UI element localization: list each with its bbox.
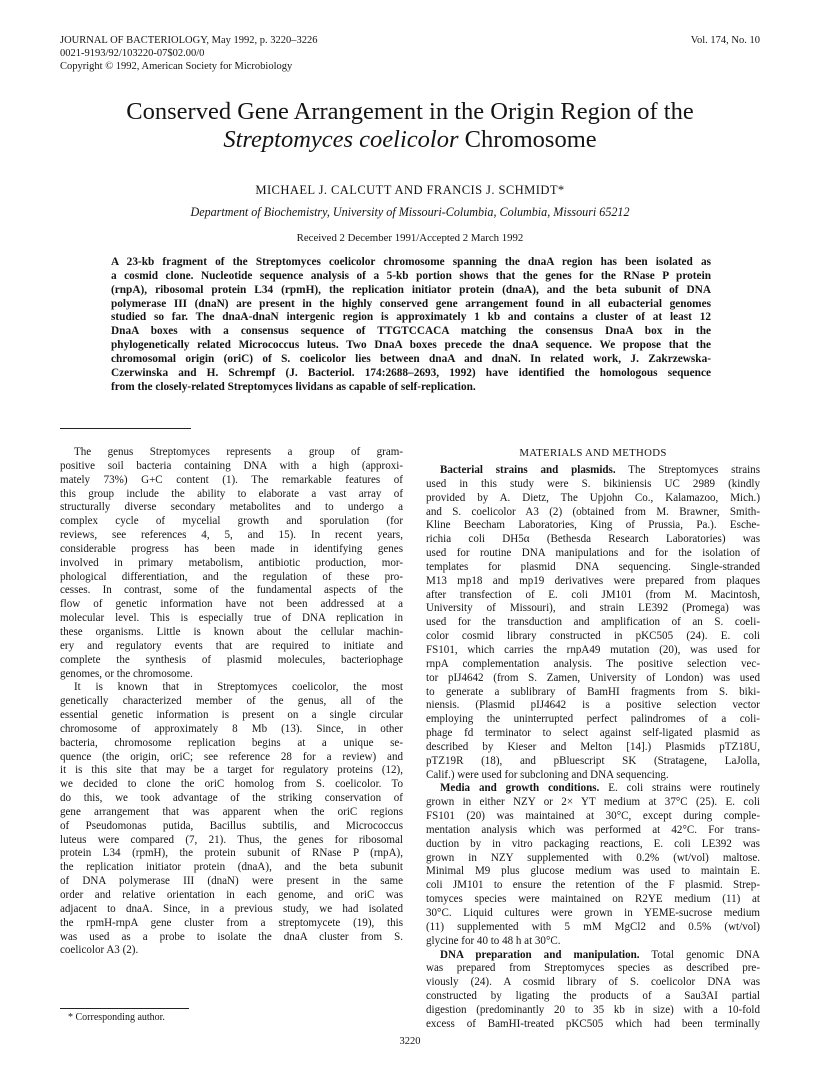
body-line: the rpmH-rnpA gene cluster from a streptomycete (19), this bbox=[60, 916, 403, 929]
body-line: adjacent to dnaA. Since, in a previous study, we had isolated bbox=[60, 902, 403, 915]
body-line: essential genetic information is present on a single circular bbox=[60, 709, 403, 722]
body-line: (11) supplemented with 5 mM MgCl2 and 0.5% (wt/vol) bbox=[426, 920, 760, 933]
body-line: considerable progress has been made in identifying genes bbox=[60, 542, 403, 555]
body-line: duction by in vitro packaging reactions, E. coli LE392 was bbox=[426, 837, 760, 850]
run-in-heading: Media and growth conditions. bbox=[440, 782, 600, 795]
body-line: ery and regulatory events that are required to initiate and bbox=[60, 639, 403, 652]
body-line: provided by A. Dietz, The Upjohn Co., Kalamazoo, Mich.) bbox=[426, 491, 760, 504]
volume-info: Vol. 174, No. 10 bbox=[690, 35, 760, 46]
body-line: bacteria, chromosome replication begins at a unique se- bbox=[60, 736, 403, 749]
body-line: grown in either NZY or 2× YT medium at 37°C (25). E. coli bbox=[426, 796, 760, 809]
body-line: order and relative orientation in each genome, and oriC was bbox=[60, 889, 403, 901]
body-line: this group include the ability to elaborate a vast array of bbox=[60, 487, 403, 500]
methods-column bbox=[426, 446, 760, 1032]
body-line: FS101 (20) was maintained at 30°C, except during comple- bbox=[426, 810, 760, 823]
body-line: complex cycle of mycelial growth and sporulation (for bbox=[60, 515, 403, 528]
body-line: rnpA complementation analysis. The positive selection vec- bbox=[426, 657, 760, 670]
body-line: molecular level. This is especially true of DNA replication in bbox=[60, 612, 403, 625]
run-in-heading: DNA preparation and manipulation. bbox=[440, 948, 640, 961]
body-line: Kline Beecham Laboratories, King of Prussia, Pa.). Esche- bbox=[426, 519, 760, 532]
body-line: protein L34 (rpmH), the protein subunit of RNase P (rnpA), bbox=[60, 847, 403, 860]
body-line: quence (the origin, oriC; see reference 28 for a review) and bbox=[60, 750, 403, 763]
title-line-2 bbox=[60, 126, 760, 154]
body-line: involved in primary metabolism, antibiotic production, mor- bbox=[60, 556, 403, 569]
body-line: coli JM101 to ensure the retention of the F plasmid. Strep- bbox=[426, 879, 760, 892]
journal-citation: JOURNAL OF BACTERIOLOGY, May 1992, p. 3220–3226 bbox=[60, 35, 318, 46]
run-in-heading: Bacterial strains and plasmids. bbox=[440, 464, 616, 476]
section-divider bbox=[60, 428, 191, 429]
body-line: flow of genetic information have not been addressed at a bbox=[60, 598, 403, 611]
body-line: luteus were compared (7, 21). Thus, the genes for ribosomal bbox=[60, 833, 403, 846]
body-line: after transfection of E. coli JM101 (from M. Macintosh, bbox=[426, 588, 760, 601]
abstract-line: phylogenetically related Micrococcus luteus. Two DnaA boxes precede the dnaA sequence. We propose that the bbox=[111, 339, 711, 352]
abstract-line: studied so far. The dnaA-dnaN intergenic region is approximately 1 kb and contains a cluster of at least 12 bbox=[111, 311, 711, 324]
page-number: 3220 bbox=[399, 1036, 421, 1047]
abstract-line: a cosmid clone. Nucleotide sequence analysis of a 5-kb portion shows that the genes for the RNase P protein bbox=[111, 269, 711, 282]
body-line: used for routine DNA manipulations and for the isolation of bbox=[426, 547, 760, 560]
body-line: richia coli DH5α (Bethesda Research Laboratories) was bbox=[426, 533, 760, 546]
title-species: Streptomyces coelicolor bbox=[223, 125, 459, 153]
body-line: Minimal M9 plus glucose medium was used to maintain E. bbox=[426, 865, 760, 878]
body-line: described by Kieser and Melton [14].) Plasmids pTZ18U, bbox=[426, 740, 760, 753]
body-line: FS101, which carries the rnpA49 mutation (20), was used for bbox=[426, 643, 760, 656]
body-line: used in this study were S. bikiniensis UC 2989 (kindly bbox=[426, 477, 760, 490]
body-line: was prepared from Streptomyces species as described pre- bbox=[426, 962, 760, 975]
body-line: mately 73%) G+C content (1). The remarkable features of bbox=[60, 473, 403, 486]
body-line: complete the synthesis of plasmid molecules, bacteriophage bbox=[60, 653, 403, 666]
body-line: University of Missouri), and strain LE392 (Promega) was bbox=[426, 602, 760, 615]
title-line-2-rest: Chromosome bbox=[458, 125, 597, 153]
body-line: Bacterial strains and plasmids. The Streptomyces strains bbox=[440, 464, 761, 476]
body-line: gene arrangement that was apparent when the oriC regions bbox=[60, 805, 403, 818]
body-line: of Pseudomonas putida, Bacillus subtilis, and Micrococcus bbox=[60, 819, 403, 832]
footnote-divider bbox=[60, 1008, 189, 1009]
body-line: M13 mp18 and mp19 derivatives were prepared from plaques bbox=[426, 574, 760, 587]
title-line-1: Conserved Gene Arrangement in the Origin Region of the bbox=[126, 98, 694, 125]
body-line: reviews, see references 4, 5, and 15). In recent years, bbox=[60, 529, 403, 542]
body-line: chromosome of approximately 8 Mb (13). Since, in other bbox=[60, 722, 403, 735]
abstract-line: DnaA boxes with a consensus sequence of TTGTCCACA matching the consensus DnaA box in the bbox=[111, 325, 711, 338]
body-line: phological differentiation, and the regulation of these pro- bbox=[60, 570, 403, 583]
body-line: viously (24). A cosmid library of S. coelicolor DNA was bbox=[426, 976, 760, 989]
body-line: structurally diverse secondary metabolites and to undergo a bbox=[60, 501, 403, 514]
copyright-line: Copyright © 1992, American Society for Microbiology bbox=[60, 60, 293, 72]
body-line: The genus Streptomyces represents a group of gram- bbox=[74, 446, 403, 458]
journal-header bbox=[60, 35, 318, 73]
body-line: pTZ19R (18), and pBluescript SK (Stratagene, LaJolla, bbox=[426, 754, 760, 767]
body-line: It is known that in Streptomyces coelicolor, the most bbox=[74, 681, 403, 694]
body-line: we decided to clone the oriC homolog from S. coelicolor. To bbox=[60, 778, 403, 791]
received-dates: Received 2 December 1991/Accepted 2 March 1992 bbox=[296, 232, 524, 244]
body-line: tor pIJ4642 (from S. Zamen, University of London) was used bbox=[426, 671, 760, 684]
body-line: positive soil bacteria containing DNA with a high (approxi- bbox=[60, 459, 403, 472]
article-code: 0021-9193/92/103220-07$02.00/0 bbox=[60, 47, 205, 59]
body-line: tomyces species were maintained on R2YE medium (11) at bbox=[426, 893, 760, 906]
body-line: glycine for 40 to 48 h at 30°C. bbox=[426, 934, 561, 947]
footnote: * Corresponding author. bbox=[68, 1012, 165, 1023]
body-line: digestion (predominantly 20 to 35 kb in size) with a 10-fold bbox=[426, 1003, 760, 1016]
abstract-line: from the closely-related Streptomyces lividans as capable of self-replication. bbox=[111, 380, 476, 393]
body-line: cesses. In contrast, some of the fundamental aspects of the bbox=[60, 584, 403, 597]
abstract-line: (rnpA), ribosomal protein L34 (rpmH), the replication initiator protein (dnaA), and the beta subunit of DNA bbox=[111, 283, 711, 296]
body-line: the replication initiator protein (dnaA), and the beta subunit bbox=[60, 861, 403, 874]
body-line: color cosmid library constructed in pKC505 (24). E. coli bbox=[426, 630, 760, 643]
introduction-column bbox=[60, 446, 403, 958]
section-heading: MATERIALS AND METHODS bbox=[519, 447, 667, 459]
body-line: do this, we took advantage of the striking conservation of bbox=[60, 792, 403, 805]
body-line: was used as a probe to isolate the dnaA cluster from S. bbox=[60, 930, 403, 943]
body-line: these organisms. Little is known about the cellular machin- bbox=[60, 625, 403, 638]
body-line: constructed by ligating the products of a Sau3AI partial bbox=[426, 990, 760, 1003]
body-line: grown in NZY supplemented with 0.2% (wt/vol) maltose. bbox=[426, 851, 760, 864]
abstract bbox=[111, 256, 711, 394]
body-line: niensis. (Plasmid pIJ4642 is a positive selection vector bbox=[426, 699, 760, 712]
affiliation: Department of Biochemistry, University of Missouri-Columbia, Columbia, Missouri 65212 bbox=[190, 205, 630, 219]
body-line: Media and growth conditions. E. coli strains were routinely bbox=[440, 782, 760, 795]
body-line: mentation analysis which was performed at 42°C. For trans- bbox=[426, 823, 760, 836]
body-line: used for the transduction and amplification of an S. coeli- bbox=[426, 616, 760, 629]
body-line: of DNA polymerase III (dnaN) were present in the same bbox=[60, 875, 403, 888]
abstract-line: polymerase III (dnaN) are present in the highly conserved gene arrangement found in all eubacterial genomes bbox=[111, 297, 711, 310]
body-line: templates for plasmid DNA sequencing. Single-stranded bbox=[426, 560, 760, 573]
body-line: excess of BamHI-treated pKC505 which had been terminally bbox=[426, 1017, 760, 1030]
body-line: coelicolor A3 (2). bbox=[60, 944, 139, 957]
body-line: Calif.) were used for subcloning and DNA sequencing. bbox=[426, 768, 669, 781]
body-line: it is this site that may be a target for regulatory proteins (12), bbox=[60, 764, 403, 777]
author-list: MICHAEL J. CALCUTT AND FRANCIS J. SCHMIDT* bbox=[255, 183, 565, 197]
body-line: to generate a sublibrary of BamHI fragments from S. biki- bbox=[426, 685, 760, 698]
body-line: genetically characterized member of the genus, all of the bbox=[60, 695, 403, 708]
body-line: and S. coelicolor A3 (2) (obtained from M. Brawner, Smith- bbox=[426, 505, 760, 518]
body-line: phage fd terminator to select against self-ligated plasmid as bbox=[426, 727, 760, 740]
body-line: genomes, or the chromosome. bbox=[60, 667, 193, 680]
abstract-line: A 23-kb fragment of the Streptomyces coelicolor chromosome spanning the dnaA region has been isolated as bbox=[111, 256, 711, 268]
abstract-line: chromosomal origin (oriC) of S. coelicolor lies between dnaA and dnaN. In related work, J. Zakrzewska- bbox=[111, 352, 711, 365]
body-line: 30°C. Liquid cultures were grown in YEME-sucrose medium bbox=[426, 907, 760, 919]
abstract-line: Czerwinska and H. Schrempf (J. Bacteriol. 174:2688–2693, 1992) have identified the homologous sequence bbox=[111, 366, 711, 379]
body-line: DNA preparation and manipulation. Total genomic DNA bbox=[440, 948, 760, 961]
body-line: employing the uninterrupted perfect palindromes of a coli- bbox=[426, 713, 760, 726]
article-title bbox=[60, 98, 760, 153]
